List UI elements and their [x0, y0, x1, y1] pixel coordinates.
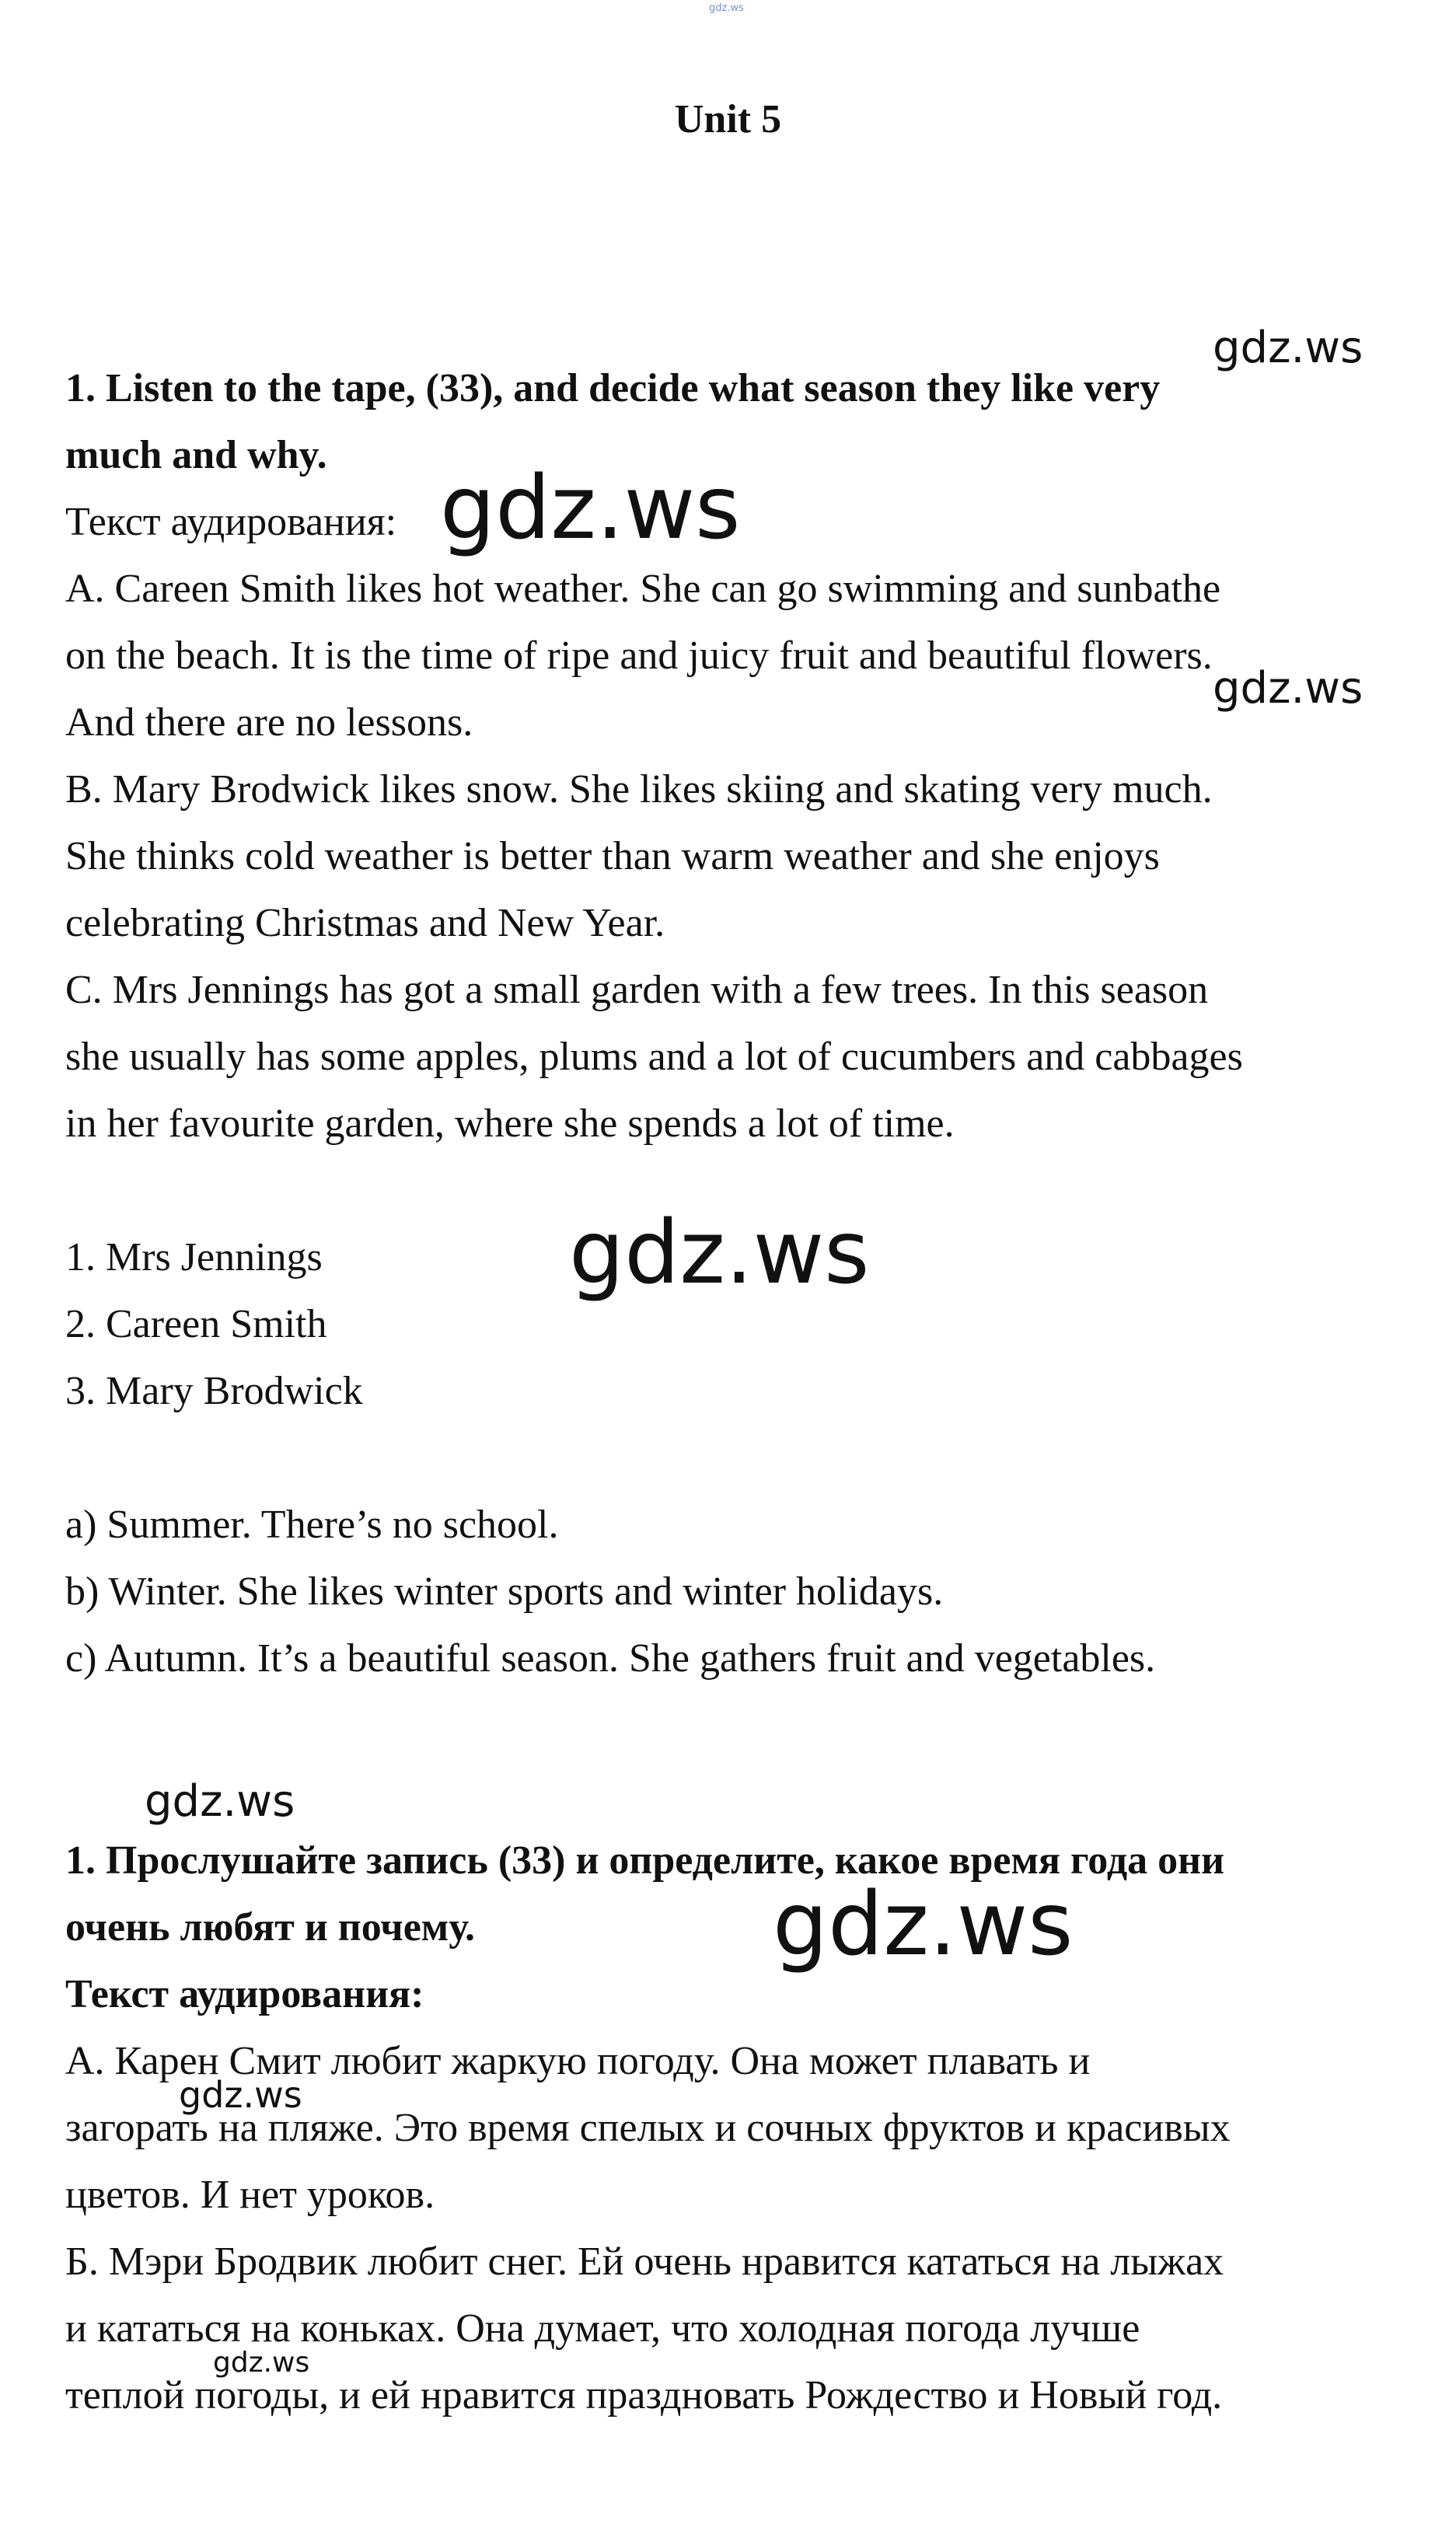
text-line: B. Mary Brodwick likes snow. She likes skiing and skating very much. [65, 767, 1213, 812]
watermark: gdz.ws [179, 2074, 302, 2116]
text-line-ru: Б. Мэри Бродвик любит снег. Ей очень нравится кататься на лыжах [65, 2239, 1224, 2284]
text-line-ru: цветов. И нет уроков. [65, 2173, 435, 2217]
answer-item: c) Autumn. It’s a beautiful season. She gathers fruit and vegetables. [65, 1636, 1156, 1681]
person-item: 3. Mary Brodwick [65, 1369, 363, 1413]
task-heading-ru-line-2: очень любят и почему. [65, 1905, 476, 1950]
transcript-label: Текст аудирования: [65, 500, 397, 544]
task-heading-line-1: 1. Listen to the tape, (33), and decide what season they like very [65, 366, 1161, 410]
text-line: celebrating Christmas and New Year. [65, 901, 665, 945]
watermark: gdz.ws [440, 458, 741, 559]
text-line-ru: и кататься на коньках. Она думает, что холодная погода лучше [65, 2306, 1140, 2351]
watermark: gdz.ws [1213, 663, 1363, 714]
text-line: on the beach. It is the time of ripe and juicy fruit and beautiful flowers. [65, 634, 1213, 678]
text-line-ru: А. Карен Смит любит жаркую погоду. Она может плавать и [65, 2039, 1091, 2083]
text-line: in her favourite garden, where she spends a lot of time. [65, 1101, 955, 1146]
person-item: 1. Mrs Jennings [65, 1235, 323, 1279]
person-item: 2. Careen Smith [65, 1302, 327, 1346]
answer-item: a) Summer. There’s no school. [65, 1503, 559, 1547]
text-line-ru: теплой погоды, и ей нравится праздновать Рождество и Новый год. [65, 2373, 1223, 2418]
text-line: She thinks cold weather is better than warm weather and she enjoys [65, 834, 1160, 878]
watermark: gdz.ws [145, 1776, 295, 1827]
page-title: Unit 5 [674, 97, 782, 141]
transcript-label-ru: Текст аудирования: [65, 1972, 424, 2016]
task-heading-line-2: much and why. [65, 433, 327, 477]
watermark: gdz.ws [773, 1874, 1074, 1975]
task-heading-ru-line-1: 1. Прослушайте запись (33) и определите, какое время года они [65, 1838, 1225, 1883]
watermark: gdz.ws [569, 1203, 870, 1304]
text-line: she usually has some apples, plums and a lot of cucumbers and cabbages [65, 1035, 1243, 1079]
watermark-top: gdz.ws [709, 2, 744, 14]
text-line: And there are no lessons. [65, 700, 473, 745]
text-line: A. Careen Smith likes hot weather. She can go swimming and sunbathe [65, 567, 1221, 611]
text-line: C. Mrs Jennings has got a small garden with a few trees. In this season [65, 968, 1209, 1012]
answer-item: b) Winter. She likes winter sports and winter holidays. [65, 1569, 944, 1614]
watermark: gdz.ws [213, 2347, 310, 2379]
watermark: gdz.ws [1213, 323, 1363, 373]
text-line-ru: загорать на пляже. Это время спелых и сочных фруктов и красивых [65, 2106, 1231, 2150]
